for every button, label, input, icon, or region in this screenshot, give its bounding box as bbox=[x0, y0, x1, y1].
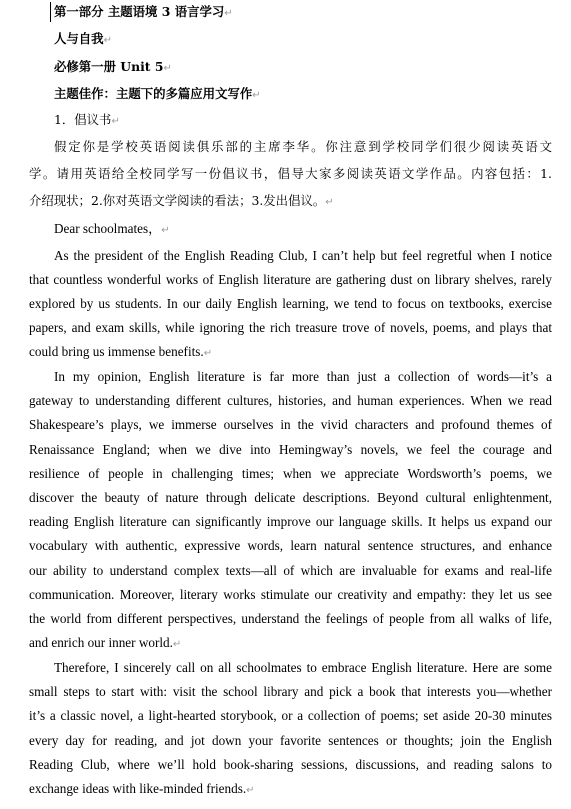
task-number-title: 1．倡议书↵ bbox=[54, 112, 120, 127]
paragraph-mark: ↵ bbox=[163, 63, 172, 74]
essay-p3-line-4: every day for reading, and jot down your favorite sentences or thoughts; join the English bbox=[29, 733, 552, 748]
essay-greeting: Dear schoolmates，↵ bbox=[54, 221, 170, 236]
essay-p2-line-4: Renaissance England; when we dive into Hemingway’s novels, we feel the courage and bbox=[29, 442, 552, 457]
paragraph-mark: ↵ bbox=[172, 639, 182, 650]
essay-p1-line-2: that countless wonderful works of English literature are gathering dust on library shelves, rarely bbox=[29, 272, 552, 287]
essay-p2-line-1: In my opinion, English literature is far more than just a collection of words—it’s a bbox=[54, 369, 552, 384]
essay-p3-line-5: Reading Club, where we’ll hold book-sharing sessions, discussions, and reading salons to bbox=[29, 757, 552, 772]
task-prompt-line-1: 假定你是学校英语阅读俱乐部的主席李华。你注意到学校同学们很少阅读英语文 bbox=[54, 139, 552, 154]
heading-book: 必修第一册 Unit 5↵ bbox=[54, 59, 172, 74]
paragraph-mark: ↵ bbox=[161, 225, 170, 236]
paragraph-mark: ↵ bbox=[224, 8, 233, 19]
paragraph-mark: ↵ bbox=[252, 90, 261, 101]
essay-p1-line-4: papers, and exam skills, while ignoring the rich treasure trove of novels, poems, and plays that bbox=[29, 320, 552, 335]
paragraph-mark: ↵ bbox=[203, 348, 213, 359]
paragraph-mark: ↵ bbox=[325, 197, 334, 208]
essay-p1-line-3: explored by us students. In our daily English learning, we tend to focus on textbooks, exercise bbox=[29, 296, 552, 311]
paragraph-mark: ↵ bbox=[246, 785, 255, 796]
essay-p2-line-3: Shakespeare’s plays, we immerse ourselves in the vivid characters and profound themes of bbox=[29, 417, 552, 432]
essay-p2-line-10: communication. Moreover, literary works stimulate our creativity and empathy: they let us see bbox=[29, 587, 552, 602]
essay-p2-line-9: our ability to understand complex texts—all of which are invaluable for exams and real-life bbox=[29, 563, 552, 578]
essay-p2-line-2: gateway to understanding different cultures, histories, and human experiences. When we read bbox=[29, 393, 552, 408]
essay-p1-line-1: As the president of the English Reading Club, I can’t help but feel regretful when I notice bbox=[54, 248, 552, 263]
paragraph-mark: ↵ bbox=[111, 116, 120, 127]
essay-p3-line-2: small steps to start with: visit the school library and pick a book that interests you—whether bbox=[29, 684, 552, 699]
essay-p2-line-8: vocabulary with authentic, expressive words, learn natural sentence structures, and enhance bbox=[29, 538, 552, 553]
heading-topic: 人与自我↵ bbox=[54, 31, 112, 46]
left-margin-marker bbox=[50, 2, 51, 22]
essay-p2-line-6: discover the beauty of nature through delicate descriptions. Beyond cultural enlightenment, bbox=[29, 490, 552, 505]
task-prompt-line-3: 介绍现状；2.你对英语文学阅读的看法；3.发出倡议。↵ bbox=[29, 193, 334, 208]
paragraph-mark: ↵ bbox=[103, 35, 112, 46]
heading-title: 主题佳作：主题下的多篇应用文写作↵ bbox=[54, 86, 261, 101]
essay-p3-line-1: Therefore, I sincerely call on all schoolmates to embrace English literature. Here are some bbox=[54, 660, 552, 675]
essay-p1-line-5: could bring us immense benefits.↵ bbox=[29, 344, 213, 359]
task-prompt-line-2: 学。请用英语给全校同学写一份倡议书，倡导大家多阅读英语文学作品。内容包括：1. bbox=[29, 166, 552, 181]
essay-p2-line-12: and enrich our inner world.↵ bbox=[29, 635, 182, 650]
essay-p2-line-7: reading English literature can significantly improve our language skills. It helps us expand our bbox=[29, 514, 552, 529]
essay-p3-line-3: it’s a classic novel, a light-hearted storybook, or a collection of poems; set aside 20-30 minutes bbox=[29, 708, 552, 723]
essay-p2-line-11: the world from different perspectives, understand the feelings of people from all walks of life, bbox=[29, 611, 552, 626]
essay-p2-line-5: resilience of people in challenging times; when we appreciate Wordsworth’s poems, we bbox=[29, 466, 552, 481]
heading-part: 第一部分 主题语境 3 语言学习↵ bbox=[54, 4, 233, 19]
essay-p3-line-6: exchange ideas with like-minded friends.↵ bbox=[29, 781, 255, 796]
